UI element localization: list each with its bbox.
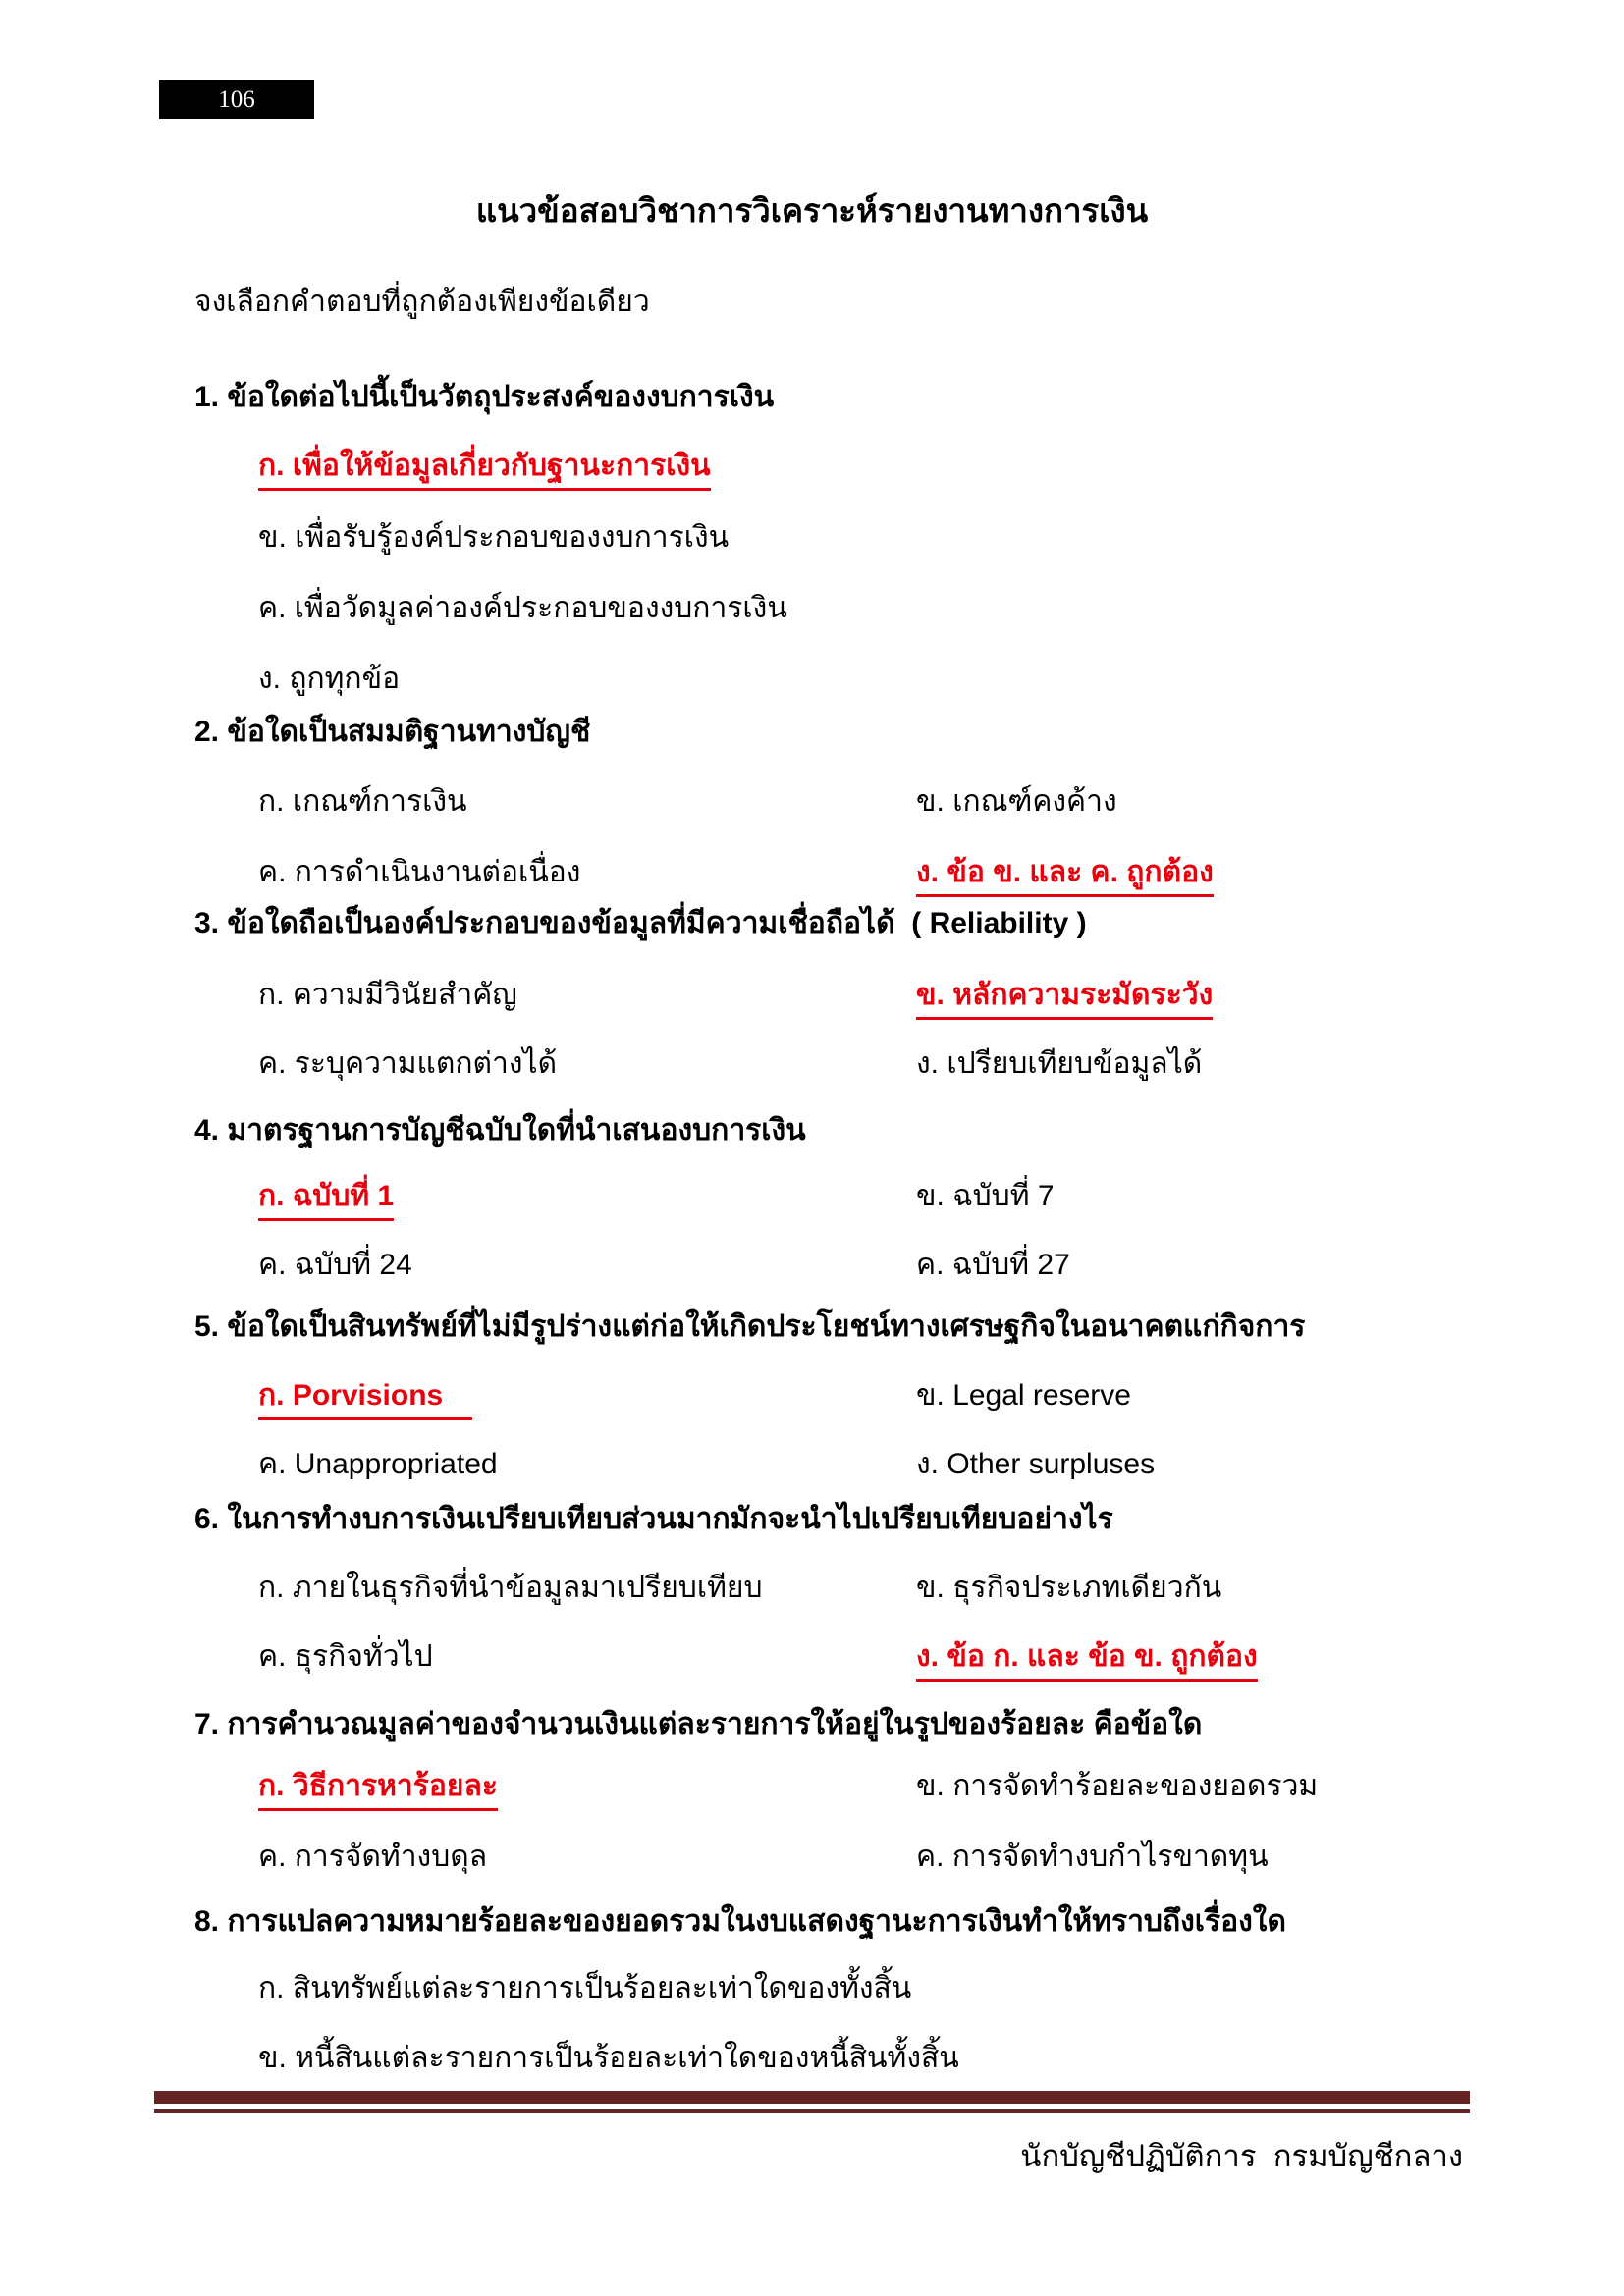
question-2-number: 2. (194, 716, 220, 748)
answer-underline (916, 976, 1213, 1020)
page-title: แนวข้อสอบวิชาการวิเคราะห์รายงานทางการเงิน (475, 192, 1149, 229)
question-3-number: 3. (194, 907, 220, 939)
question-7-option-d (916, 1838, 1269, 1878)
question-8-option-a (258, 1969, 911, 2009)
option-label: ก. (258, 1972, 285, 2004)
answer-underline (258, 1177, 394, 1221)
option-text: การจัดทำร้อยละของยอดรวม (952, 1770, 1319, 1802)
option-label: ก. (258, 979, 285, 1011)
option-label: ง. (258, 663, 281, 695)
question-2-option-b (916, 782, 1117, 823)
question-4-option-a (258, 1177, 394, 1221)
option-label: ข. (916, 785, 945, 818)
question-5-option-d (916, 1445, 1155, 1485)
question-5-option-c (258, 1445, 498, 1485)
answer-underline (916, 1637, 1258, 1682)
option-text: เพื่อให้ข้อมูลเกี่ยวกับฐานะการเงิน (292, 450, 711, 482)
option-text: วิธีการหาร้อยละ (292, 1770, 498, 1802)
question-5-option-b (916, 1376, 1131, 1416)
option-text: เกณฑ์การเงิน (292, 785, 467, 818)
option-text: เพื่อวัดมูลค่าองค์ประกอบของงบการเงิน (294, 592, 787, 624)
option-label: ข. (916, 1379, 945, 1412)
option-label: ก. (258, 1379, 285, 1412)
question-3-option-b (916, 976, 1213, 1020)
question-4-number: 4. (194, 1114, 220, 1147)
option-label: ก. (258, 1572, 285, 1604)
page-number-badge (159, 80, 314, 119)
option-label: ง. (916, 1047, 939, 1080)
question-2-option-c (258, 853, 580, 893)
question-1-option-b (258, 518, 729, 559)
option-label: ข. (916, 1180, 945, 1212)
option-text: Porvisions (292, 1379, 444, 1412)
footer-text: นักบัญชีปฏิบัติการ กรมบัญชีกลาง (1020, 2139, 1463, 2173)
option-text: ฉบับที่ 24 (294, 1249, 412, 1281)
option-text: การจัดทำงบกำไรขาดทุน (951, 1841, 1269, 1873)
option-label: ค. (258, 1448, 287, 1480)
question-7 (194, 1705, 1202, 1745)
option-text: ธุรกิจทั่วไป (294, 1640, 433, 1673)
footer-divider-thin (154, 2109, 1470, 2113)
option-label: ข. (916, 1770, 945, 1802)
question-6-text: ในการทำงบการเงินเปรียบเทียบส่วนมากมักจะนำไปเปรียบเทียบอย่างไร (227, 1503, 1113, 1535)
option-label: ก. (258, 1180, 285, 1212)
question-4-option-d (916, 1246, 1070, 1286)
question-8-text: การแปลความหมายร้อยละของยอดรวมในงบแสดงฐานะการเงินทำให้ทราบถึงเรื่องใด (227, 1905, 1286, 1938)
option-label: ก. (258, 785, 285, 818)
option-text: หนี้สินแต่ละรายการเป็นร้อยละเท่าใดของหนี้สินทั้งสิ้น (295, 2042, 959, 2074)
option-text: ข้อ ข. และ ค. ถูกต้อง (947, 856, 1214, 888)
question-1-option-d (258, 660, 400, 700)
question-1-option-c (258, 589, 787, 629)
option-text: ความมีวินัยสำคัญ (292, 979, 517, 1011)
question-7-option-a (258, 1767, 498, 1811)
option-text: ภายในธุรกิจที่นำข้อมูลมาเปรียบเทียบ (292, 1572, 763, 1604)
option-label: ค. (258, 856, 287, 888)
question-6-option-d (916, 1637, 1258, 1682)
question-7-option-b (916, 1767, 1318, 1807)
question-5-option-a (258, 1376, 472, 1420)
question-6-option-a (258, 1569, 762, 1609)
option-text: Legal reserve (952, 1379, 1131, 1412)
page-number: 106 (218, 86, 255, 113)
option-text: Unappropriated (294, 1448, 498, 1480)
option-label: ค. (258, 1640, 287, 1673)
answer-underline (916, 853, 1214, 897)
question-6 (194, 1500, 1113, 1540)
footer-divider-thick (154, 2091, 1470, 2104)
question-5-text: ข้อใดเป็นสินทรัพย์ที่ไม่มีรูปร่างแต่ก่อให้เกิดประโยชน์ทางเศรษฐกิจในอนาคตแก่กิจการ (227, 1310, 1306, 1343)
option-label: ค. (258, 1249, 287, 1281)
question-4-text: มาตรฐานการบัญชีฉบับใดที่นำเสนองบการเงิน (227, 1114, 806, 1147)
answer-underline (258, 1767, 498, 1811)
option-text: การดำเนินงานต่อเนื่อง (294, 856, 581, 888)
question-8-number: 8. (194, 1905, 220, 1938)
question-6-option-b (916, 1569, 1221, 1609)
option-label: ข. (916, 979, 945, 1011)
question-2-text: ข้อใดเป็นสมมติฐานทางบัญชี (227, 716, 591, 748)
question-3-option-d (916, 1044, 1202, 1085)
question-2 (194, 713, 590, 753)
option-label: ก. (258, 1770, 285, 1802)
question-1-number: 1. (194, 381, 220, 413)
option-label: ก. (258, 450, 285, 482)
question-4 (194, 1111, 806, 1151)
option-text: ระบุความแตกต่างได้ (294, 1047, 558, 1080)
option-label: ค. (258, 1841, 287, 1873)
question-7-option-c (258, 1838, 487, 1878)
option-text: ฉบับที่ 27 (951, 1249, 1070, 1281)
question-7-number: 7. (194, 1708, 220, 1740)
option-label: ค. (258, 592, 287, 624)
option-text: Other surpluses (947, 1448, 1156, 1480)
option-text: เพื่อรับรู้องค์ประกอบของงบการเงิน (295, 521, 730, 554)
option-text: ธุรกิจประเภทเดียวกัน (952, 1572, 1222, 1604)
question-2-option-d (916, 853, 1214, 897)
question-2-option-a (258, 782, 467, 823)
answer-underline (258, 1376, 472, 1420)
option-label: ง. (916, 1448, 939, 1480)
option-label: ค. (916, 1841, 945, 1873)
option-text: ข้อ ก. และ ข้อ ข. ถูกต้อง (947, 1640, 1258, 1673)
question-3 (194, 904, 1087, 944)
question-4-option-c (258, 1246, 412, 1286)
option-text: เปรียบเทียบข้อมูลได้ (947, 1047, 1203, 1080)
question-4-option-b (916, 1177, 1055, 1217)
option-label: ง. (916, 1640, 939, 1673)
option-label: ข. (258, 521, 287, 554)
question-8-option-b (258, 2039, 959, 2079)
question-3-text: ข้อใดถือเป็นองค์ประกอบของข้อมูลที่มีความเชื่อถือได้ ( Reliability ) (227, 907, 1087, 939)
option-text: ฉบับที่ 1 (292, 1180, 395, 1212)
question-6-number: 6. (194, 1503, 220, 1535)
answer-underline (258, 447, 711, 491)
question-1-option-a (258, 447, 711, 491)
question-3-option-c (258, 1044, 557, 1085)
question-5-number: 5. (194, 1310, 220, 1343)
option-text: ฉบับที่ 7 (952, 1180, 1055, 1212)
option-text: เกณฑ์คงค้าง (952, 785, 1117, 818)
question-1-text: ข้อใดต่อไปนี้เป็นวัตถุประสงค์ของงบการเงิน (227, 381, 775, 413)
option-label: ง. (916, 856, 939, 888)
question-1 (194, 378, 774, 418)
option-text: หลักความระมัดระวัง (952, 979, 1214, 1011)
option-text: ถูกทุกข้อ (289, 663, 401, 695)
question-5 (194, 1308, 1305, 1348)
option-label: ข. (916, 1572, 945, 1604)
option-text: การจัดทำงบดุล (294, 1841, 488, 1873)
option-label: ข. (258, 2042, 287, 2074)
question-6-option-c (258, 1637, 433, 1678)
option-label: ค. (916, 1249, 945, 1281)
question-3-option-a (258, 976, 517, 1016)
option-label: ค. (258, 1047, 287, 1080)
instruction-text: จงเลือกคำตอบที่ถูกต้องเพียงข้อเดียว (194, 286, 650, 318)
question-7-text: การคำนวณมูลค่าของจำนวนเงินแต่ละรายการให้อยู่ในรูปของร้อยละ คือข้อใด (227, 1708, 1203, 1740)
option-text: สินทรัพย์แต่ละรายการเป็นร้อยละเท่าใดของทั้งสิ้น (292, 1972, 912, 2004)
question-8 (194, 1902, 1286, 1943)
